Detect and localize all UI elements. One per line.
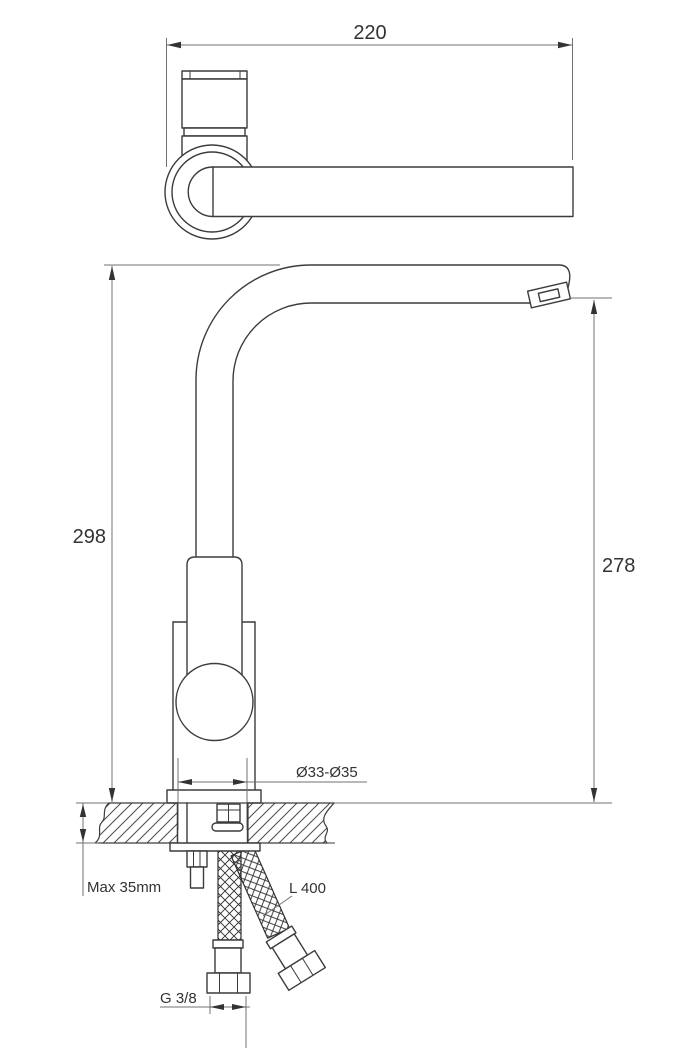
dimension-thread-size xyxy=(160,990,250,1048)
mounting-washer xyxy=(170,843,260,851)
arrow-up-icon xyxy=(591,300,597,314)
dimension-label-spout-reach: 220 xyxy=(353,22,387,44)
arrow-right-icon xyxy=(232,1004,246,1010)
mounting-stud xyxy=(187,851,207,888)
arrow-down-icon xyxy=(80,829,86,842)
mounting-shank xyxy=(178,803,248,843)
arrow-up-icon xyxy=(80,804,86,817)
arrow-left-icon xyxy=(167,42,181,48)
dimension-label-max-thickness: Max 35mm xyxy=(87,879,162,896)
spout-bar-top-view xyxy=(188,167,573,217)
arrow-up-icon xyxy=(109,266,115,280)
dimension-label-hose-length: L 400 xyxy=(289,880,326,897)
arrow-right-icon xyxy=(558,42,572,48)
countertop-hatching-right xyxy=(248,803,334,843)
handle-lever xyxy=(187,557,242,677)
dimension-spout-height xyxy=(570,298,635,802)
arrow-right-icon xyxy=(233,779,247,785)
countertop-section xyxy=(76,803,612,843)
dimension-total-height xyxy=(73,265,280,802)
hose-fitting-vertical xyxy=(207,940,250,993)
dimension-label-total-height: 298 xyxy=(72,526,106,548)
arrow-left-icon xyxy=(210,1004,224,1010)
arrow-left-icon xyxy=(178,779,192,785)
spout-outline xyxy=(196,265,570,557)
arrow-down-icon xyxy=(109,788,115,802)
handle-ball-joint xyxy=(176,664,253,741)
countertop-hatching-left xyxy=(95,803,178,843)
top-view xyxy=(165,22,573,239)
dimension-label-spout-height: 278 xyxy=(602,555,636,577)
side-view xyxy=(73,265,636,830)
dimension-label-hole-diameter: Ø33-Ø35 xyxy=(296,764,358,781)
arrow-down-icon xyxy=(591,788,597,802)
dimension-label-thread-size: G 3/8 xyxy=(160,990,197,1007)
